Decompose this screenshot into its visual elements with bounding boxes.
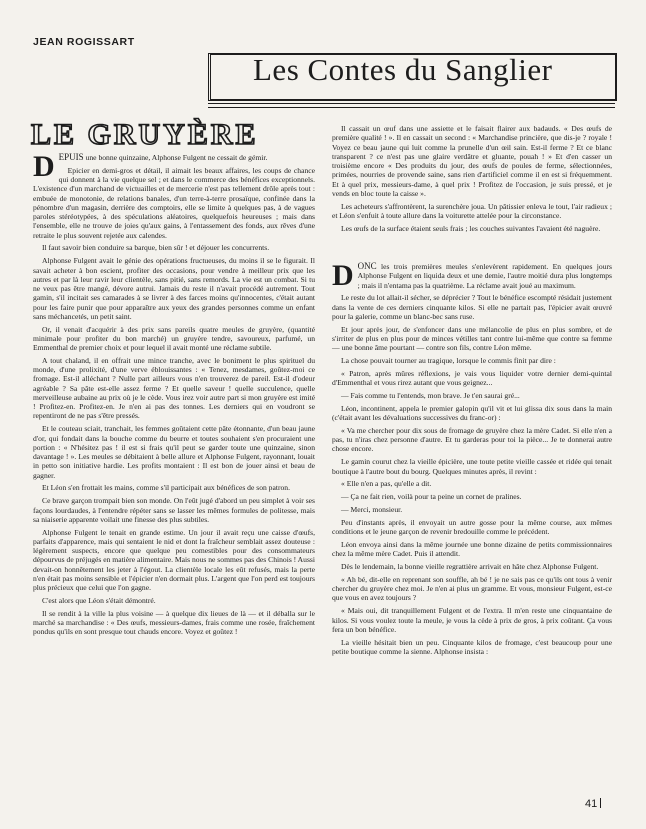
paragraph-text: A tout chaland, il en offrait une mince tranche, avec le boniment le plus spirituel du monde, d'une prolixité, d'une verve éblouissantes : « Tenez, mesdames, goûtez-moi ce fromage. Est-il alléchant ? Nulle part ailleurs vous n'en trouverez de pareil. Est-il d'odeur agréable ? Sa pâte est-elle assez ferme ? Et quelle saveur ! quelle succulence, quelle merveilleuse aubaine au prix où je le cède. Vous irez voir autre part si mon gruyère est imité ! Profitez-en. Profitez-en. Je n'en ai pas des tonnes. Les derniers qui en voudront se repentiront de ne pas s'être pressés. bbox=[33, 355, 315, 421]
paragraph-text: — Ça ne fait rien, voilà pour ta peine un cornet de pralines. bbox=[341, 492, 522, 502]
paragraph bbox=[33, 424, 315, 480]
lead-word: EPUIS bbox=[58, 152, 84, 162]
paragraph-text: Et Léon s'en frottait les mains, comme s'il participait aux bénéfices de son patron. bbox=[42, 483, 290, 493]
page-number: 41 bbox=[585, 798, 601, 810]
paragraph-text: une bonne quinzaine, Alphonse Fulgent ne cessait de gémir. bbox=[83, 153, 268, 162]
paragraph-text: Les œufs de la surface étaient seuls frais ; les couches suivantes l'avaient été naguère. bbox=[341, 223, 601, 233]
paragraph bbox=[332, 369, 612, 388]
paragraph bbox=[332, 575, 612, 603]
paragraph bbox=[332, 606, 612, 634]
paragraph bbox=[332, 202, 612, 221]
left-column bbox=[33, 150, 315, 640]
series-title-underline bbox=[208, 103, 615, 108]
paragraph bbox=[33, 596, 315, 605]
story-title: LE GRUYÈRE bbox=[31, 118, 259, 151]
paragraph-text: Dès le lendemain, la bonne vieille regrattière arrivait en hâte chez Alphonse Fulgent. bbox=[341, 562, 599, 572]
paragraph-text: Léon, incontinent, appela le premier galopin qu'il vit et lui glissa dix sous dans la main (c'était avant les dévaluations successives du franc-or) : bbox=[332, 403, 612, 423]
paragraph bbox=[33, 483, 315, 492]
paragraph bbox=[33, 150, 315, 183]
paragraph-text: — Merci, monsieur. bbox=[341, 505, 403, 515]
paragraph bbox=[332, 224, 612, 233]
paragraph bbox=[33, 256, 315, 321]
paragraph-text: Et le couteau sciait, tranchait, les femmes goûtaient cette pâte étonnante, d'un beau jaune d'or, qui fondait dans la bouche comme du beurre et toutes souhaient s'en procuraient une portion : « N'hésitez pas ! il est si frais qu'il peut se garder toute une quinzaine, sinon davantage ! ». Les meules se débitaient à belle allure et Alphonse Fulgent, rayonnant, louait in petto son initiative hardie. Les profits montaient : Il est bon de jouer ainsi et beau de gagner. bbox=[33, 424, 315, 480]
paragraph bbox=[332, 356, 612, 365]
author-name: JEAN ROGISSART bbox=[33, 36, 135, 48]
paragraph-text: « Mais oui, dit tranquillement Fulgent et de l'extra. Il m'en reste une cinquantaine de kilos. Si vous voulez toute la meule, je vous la cède à prix de gros, à prix coûtant. Ça vous fera un bon bénéfice. bbox=[332, 606, 612, 634]
right-column-top bbox=[332, 124, 612, 237]
paragraph bbox=[332, 293, 612, 321]
paragraph bbox=[33, 243, 315, 252]
drop-cap: D bbox=[332, 259, 354, 292]
right-column-bottom bbox=[332, 259, 612, 660]
series-title: Les Contes du Sanglier bbox=[253, 52, 553, 87]
paragraph-text: Ce brave garçon trompait bien son monde. On l'eût jugé d'abord un peu simplet à voir ses façons lourdaudes, à l'entendre répéter sans se lasser les mêmes formules de politesse, mais sa niaiserie apparente voilait une finesse des plus subtiles. bbox=[33, 496, 315, 524]
lead-word: ONC bbox=[357, 261, 377, 271]
paragraph bbox=[332, 457, 612, 476]
paragraph-text: Alphonse Fulgent avait le génie des opérations fructueuses, du moins il se le figurait. Il savait acheter à bon escient, profiter des occasions, pour vendre à meilleur prix que les autres et par là leur ravir leur clientèle, sans pitié, sans remords. La vie est un combat. Si tu ne veux pas être mangé, dévore autrui. Jamais du reste il n'avait procédé autrement. Tout gamin, s'il incitait ses camarades à se livrer à des farces moins qu'innocentes, c'était autant pour les faire punir que pour apparaître aux yeux des grandes personnes comme un enfant sans méchancetés, un petit saint. bbox=[33, 256, 315, 321]
paragraph bbox=[332, 325, 612, 353]
paragraph-text: Epicier en demi-gros et détail, il aimait les beaux affaires, les coups de chance qui donnent à la vie quelque sel ; et dans le commerce des bénéfices exceptionnels. L'existence d'un marchand de victuailles et de mercerie n'est pas tellement drôle après tout : embuée de monotonie, de relations banales, d'un terre-à-terre prosaïque, confinée dans la pénombre d'un magasin, derrière des comptoirs, elle se limite à quelques pas, à de vagues paroles stéréotypées, à des spéculations aléatoires, quelquefois heureuses ; mais dans l'ensemble, elle ne trouve de joies qu'aux gains, à l'entassement des fonds, aux rêves d'une retraite le plus souvent rejetée aux calendes. bbox=[33, 165, 315, 240]
drop-cap: D bbox=[33, 150, 55, 183]
paragraph bbox=[332, 426, 612, 454]
paragraph-text: Il cassait un œuf dans une assiette et le faisait flairer aux badauds. « Des œufs de première qualité ! ». Il en cassait un second : « Marchandise princière, que dis-je ? royale ! Voyez ce beau jaune qui luit comme la prunelle d'un œil sain. Est-il ferme ? Et ce blanc transparent ? ce n'est pas une glaire verdâtre et gluante, pouah ! » Et d'en casser un troisième encore « Des produits du jour, des œufs de poules de ferme, sélectionnées, primées, nourries de provende saine, sans rien d'artificiel comme il en est si fréquemment. Et à quel prix, messieurs-dame, à quel prix ! Profitez de l'occasion, je suis pressé, et je vends en bloc toute la caisse ». bbox=[332, 124, 612, 198]
paragraph-text: Léon envoya ainsi dans la même journée une bonne dizaine de petits commissionnaires chez la même mère Cadet. Puis il attendit. bbox=[332, 539, 612, 559]
paragraph bbox=[33, 166, 315, 240]
paragraph-text: Et jour après jour, de s'enfoncer dans une mélancolie de plus en plus sombre, et de s'irriter de plus en plus pour de minces vétilles tant contre lui-même que contre sa femme — une bonne âme pourtant — contre son fils, contre Léon même. bbox=[332, 324, 612, 353]
paragraph bbox=[332, 124, 612, 198]
paragraph bbox=[332, 540, 612, 559]
paragraph-text: Peu d'instants après, il envoyait un autre gosse pour la même course, aux mêmes conditions et le jeune garçon de revenir bredouille comme le précédent. bbox=[332, 517, 612, 537]
paragraph bbox=[33, 325, 315, 353]
paragraph bbox=[332, 391, 612, 400]
paragraph-text: Le gamin courut chez la vieille épicière, une toute petite vieille cassée et ridée qui tenait boutique à l'autre bout du bourg. Quelques minutes après, il revint : bbox=[332, 457, 612, 476]
paragraph bbox=[332, 638, 612, 657]
paragraph bbox=[332, 562, 612, 571]
paragraph-text: Les acheteurs s'affrontèrent, la surenchère joua. Un pâtissier enleva le tout, l'air radieux ; et Léon s'enfuit à toute allure dans la voiturette attelée pour la circonstance. bbox=[332, 201, 612, 220]
paragraph-text: « Patron, après mûres réflexions, je vais vous liquider votre dernier demi-quintal d'Emmenthal et vous rirez autant que vous geignez... bbox=[332, 368, 612, 388]
paragraph-text: Or, il venait d'acquérir à des prix sans pareils quatre meules de gruyère, (quantité minimale pour profiter du bon marché) un gruyère tendre, savoureux, parfumé, un Emmenthal de premier choix et pour lequel il avait monté une réclame subtile. bbox=[33, 324, 315, 353]
paragraph-text: « Ah bé, dit-elle en reprenant son souffle, ah bé ! je ne sais pas ce qu'ils ont tous à venir chercher du gruyère chez moi. Je n'en ai plus un gramme. Et vous, monsieur Fulgent, est-ce que vous en avez toujours ? bbox=[332, 574, 612, 603]
paragraph bbox=[332, 404, 612, 423]
paragraph bbox=[332, 518, 612, 537]
paragraph-text: les trois premières meules s'enlevèrent rapidement. En quelques jours Alphonse Fulgent en liquida deux et une demie, l'autre moitié dura plus longtemps ; mais il n'entama pas la quatrième. La réclame avait joué au maximum. bbox=[357, 262, 612, 290]
paragraph-text: Le reste du lot allait-il sécher, se déprécier ? Tout le bénéfice escompté résidait justement dans la vente de ces derniers cinquante kilos. Si elle ne partait pas, l'épicier avait œuvré pour la galerie, comme un blanc-bec sans ruse. bbox=[332, 293, 612, 321]
paragraph bbox=[332, 492, 612, 501]
paragraph-text: — Fais comme tu l'entends, mon brave. Je t'en saurai gré... bbox=[341, 390, 520, 400]
paragraph-text: « Va me chercher pour dix sous de fromage de gruyère chez la mère Cadet. Si elle n'en a pas, tu n'iras chez personne d'autre. Et tu garderas pour toi la pièce... Je te donnerai autre chose encore. bbox=[332, 425, 612, 454]
paragraph bbox=[332, 259, 612, 292]
paragraph-text: C'est alors que Léon s'était démontré. bbox=[42, 595, 156, 605]
paragraph bbox=[332, 505, 612, 514]
paragraph-text: Alphonse Fulgent le tenait en grande estime. Un jour il avait reçu une caisse d'œufs, parfaits d'apparence, mais qui sentaient le nid et dont la fraîcheur semblait assez douteuse : légèrement suspects, encore que quelque peu comestibles pour des consommateurs dépourvus de préjugés en matière alimentaire. Mais nous ne sommes pas des Chinois ! Aussi devait-on honnêtement les jeter à l'égout. La clientèle locale les eût refusés, mais la perte n'en était pas moins sensible et l'épicier n'en dormait plus. L'argent que l'on perd est toujours plus précieux que celui que l'on gagne. bbox=[33, 527, 315, 593]
paragraph-text: Il se rendit à la ville la plus voisine — à quelque dix lieues de là — et il déballa sur le marché sa marchandise : « Des œufs, messieurs-dames, frais comme une rosée, fraîchement pondus qu'ils en sont presque tout chauds encore. Voyez et goûtez ! bbox=[33, 608, 315, 637]
paragraph-text: « Elle n'en a pas, qu'elle a dit. bbox=[341, 479, 432, 489]
paragraph bbox=[33, 496, 315, 524]
paragraph bbox=[33, 356, 315, 421]
paragraph-text: La vieille hésitait bien un peu. Cinquante kilos de fromage, c'est beaucoup pour une petite boutique comme la sienne. Alphonse insista : bbox=[332, 637, 612, 656]
paragraph bbox=[332, 479, 612, 488]
paragraph bbox=[33, 609, 315, 637]
paragraph-text: Il faut savoir bien conduire sa barque, bien sûr ! et déjouer les concurrents. bbox=[42, 243, 270, 253]
paragraph bbox=[33, 528, 315, 593]
paragraph-text: La chose pouvait tourner au tragique, lorsque le commis finit par dire : bbox=[341, 356, 556, 366]
